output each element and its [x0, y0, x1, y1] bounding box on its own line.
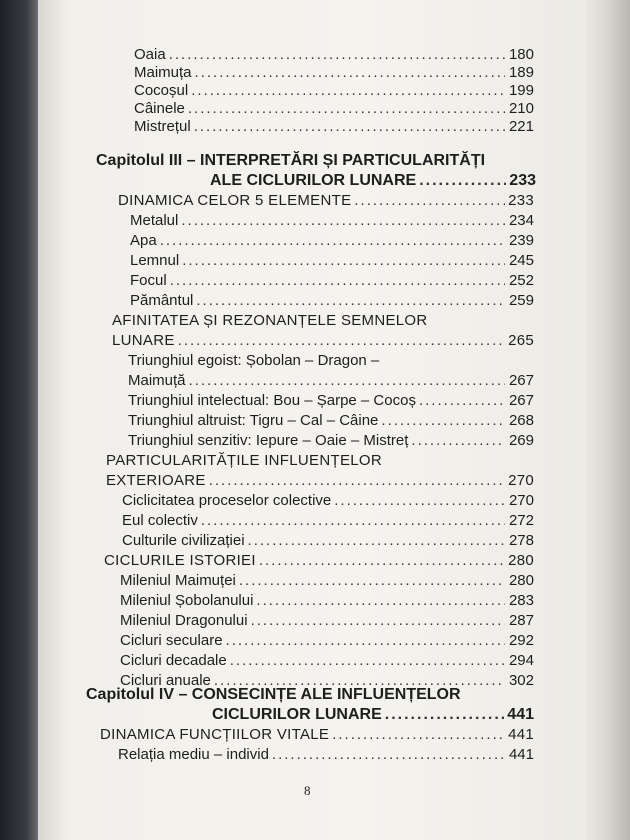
toc-entry — [130, 232, 534, 250]
toc-entry — [120, 592, 534, 610]
toc-entry — [130, 272, 534, 290]
toc-entry — [134, 64, 534, 82]
toc-entry — [120, 632, 534, 650]
leader-dots — [182, 252, 505, 270]
toc-entry-label: Cicluri anuale — [120, 672, 211, 689]
toc-entry-label: Mileniul Dragonului — [120, 612, 248, 629]
toc-section — [100, 726, 534, 744]
leader-dots — [419, 172, 506, 190]
toc-entry — [122, 512, 534, 530]
toc-entry-page: 283 — [508, 592, 534, 609]
toc-entry-page: 189 — [508, 64, 534, 81]
toc-entry-page: 441 — [507, 706, 534, 723]
toc-entry-page: 294 — [508, 652, 534, 669]
toc-entry-page: 269 — [508, 432, 534, 449]
toc-entry-page: 267 — [508, 392, 534, 409]
toc-entry-label: Cicluri decadale — [120, 652, 227, 669]
leader-dots — [209, 472, 505, 490]
toc-entry — [134, 46, 534, 64]
toc-entry — [134, 100, 534, 118]
toc-entry-label: Relația mediu – individ — [118, 746, 269, 763]
leader-dots — [334, 492, 505, 510]
toc-entry-page: 287 — [508, 612, 534, 629]
leader-dots — [191, 82, 505, 100]
toc-entry-page: 252 — [508, 272, 534, 289]
toc-entry-page: 278 — [508, 532, 534, 549]
toc-entry-page: 210 — [508, 100, 534, 117]
toc-entry — [118, 746, 534, 764]
toc-entry-label: Câinele — [134, 100, 185, 117]
book-spine-shadow — [0, 0, 38, 840]
toc-entry-page: 199 — [508, 82, 534, 99]
leader-dots — [239, 572, 505, 590]
toc-entry-label: Focul — [130, 272, 167, 289]
toc-entry-label: Eul colectiv — [122, 512, 198, 529]
toc-section — [118, 192, 534, 210]
toc-entry-label: Triunghiul intelectual: Bou – Șarpe – Cocoș — [128, 392, 416, 409]
toc-entry-page: 280 — [508, 572, 534, 589]
toc-entry-page: 265 — [508, 332, 534, 349]
chapter-heading: Capitolul III – INTERPRETĂRI ȘI PARTICULARITĂȚI — [96, 152, 486, 169]
toc-entry-label: Pământul — [130, 292, 194, 309]
leader-dots — [195, 64, 505, 82]
toc-entry — [120, 612, 534, 630]
toc-entry-label: Mileniul Șobolanului — [120, 592, 254, 609]
toc-entry-page: 259 — [508, 292, 534, 309]
toc-entry-page: 272 — [508, 512, 534, 529]
toc-entry-label: Culturile civilizației — [122, 532, 245, 549]
chapter-heading-entry — [212, 706, 534, 724]
leader-dots — [272, 746, 505, 764]
toc-entry-label: Maimuță — [128, 372, 186, 389]
toc-entry-page: 180 — [508, 46, 534, 63]
leader-dots — [189, 372, 505, 390]
toc-entry-page: 302 — [508, 672, 534, 689]
toc-entry — [128, 372, 534, 390]
toc-entry-page: 239 — [508, 232, 534, 249]
toc-entry-page: 245 — [508, 252, 534, 269]
toc-entry-label: Oaia — [134, 46, 166, 63]
toc-entry-label: Metalul — [130, 212, 179, 229]
leader-dots — [385, 706, 505, 724]
toc-entry-label: EXTERIOARE — [106, 472, 206, 489]
leader-dots — [381, 412, 505, 430]
leader-dots — [230, 652, 505, 670]
toc-page — [38, 0, 586, 840]
toc-entry — [120, 652, 534, 670]
toc-entry-label: Apa — [130, 232, 157, 249]
toc-entry-label: ALE CICLURILOR LUNARE — [210, 172, 417, 189]
toc-entry-page: 441 — [508, 746, 534, 763]
leader-dots — [160, 232, 505, 250]
leader-dots — [248, 532, 505, 550]
toc-entry-label: Mileniul Maimuței — [120, 572, 236, 589]
toc-entry — [120, 572, 534, 590]
toc-entry-page: 270 — [508, 492, 534, 509]
toc-entry — [130, 292, 534, 310]
leader-dots — [419, 392, 505, 410]
next-page-edge — [586, 0, 630, 840]
page-number: 8 — [304, 783, 311, 798]
toc-entry-label: Maimuța — [134, 64, 192, 81]
toc-entry-label: DINAMICA FUNCȚIILOR VITALE — [100, 726, 330, 743]
toc-entry-label: CICLURILE ISTORIEI — [104, 552, 256, 569]
leader-dots — [178, 332, 505, 350]
toc-section: AFINITATEA ȘI REZONANȚELE SEMNELOR — [112, 312, 428, 329]
leader-dots — [259, 552, 505, 570]
toc-entry-label: CICLURILOR LUNARE — [212, 706, 382, 723]
toc-entry-page: 234 — [508, 212, 534, 229]
toc-section: PARTICULARITĂȚILE INFLUENȚELOR — [106, 452, 382, 469]
leader-dots — [332, 726, 505, 744]
toc-entry — [122, 492, 534, 510]
toc-entry-label: Ciclicitatea proceselor colective — [122, 492, 332, 509]
toc-entry — [130, 212, 534, 230]
toc-section — [112, 332, 534, 350]
toc-entry-label: DINAMICA CELOR 5 ELEMENTE — [118, 192, 352, 209]
toc-section — [106, 472, 534, 490]
toc-entry-label: Lemnul — [130, 252, 180, 269]
toc-entry-page: 233 — [509, 172, 536, 189]
toc-entry — [128, 432, 534, 450]
leader-dots — [196, 292, 505, 310]
toc-entry — [134, 118, 534, 136]
toc-entry-label: LUNARE — [112, 332, 175, 349]
toc-entry-page: 221 — [508, 118, 534, 135]
toc-entry-label: Mistrețul — [134, 118, 191, 135]
toc-entry-page: 270 — [508, 472, 534, 489]
toc-entry-label: Triunghiul senzitiv: Iepure – Oaie – Mistreț — [128, 432, 409, 449]
leader-dots — [256, 592, 505, 610]
toc-entry-page: 267 — [508, 372, 534, 389]
leader-dots — [226, 632, 505, 650]
toc-entry-page: 268 — [508, 412, 534, 429]
leader-dots — [188, 100, 505, 118]
toc-entry — [134, 82, 534, 100]
leader-dots — [251, 612, 505, 630]
toc-entry: Triunghiul egoist: Șobolan – Dragon – — [128, 352, 380, 369]
toc-entry-page: 441 — [508, 726, 534, 743]
chapter-heading: Capitolul IV – CONSECINȚE ALE INFLUENȚELOR — [86, 686, 461, 703]
toc-entry-label: Cocoșul — [134, 82, 189, 99]
toc-entry-page: 292 — [508, 632, 534, 649]
leader-dots — [201, 512, 505, 530]
leader-dots — [194, 118, 505, 136]
toc-entry — [122, 532, 534, 550]
toc-entry — [128, 412, 534, 430]
leader-dots — [181, 212, 505, 230]
toc-entry — [130, 252, 534, 270]
leader-dots — [411, 432, 505, 450]
leader-dots — [169, 46, 505, 64]
toc-section — [104, 552, 534, 570]
leader-dots — [354, 192, 505, 210]
toc-entry-page: 280 — [508, 552, 534, 569]
toc-entry — [128, 392, 534, 410]
toc-entry-page: 233 — [508, 192, 534, 209]
toc-entry-label: Cicluri seculare — [120, 632, 223, 649]
chapter-heading-entry — [210, 172, 536, 190]
leader-dots — [170, 272, 505, 290]
toc-entry-label: Triunghiul altruist: Tigru – Cal – Câine — [128, 412, 379, 429]
